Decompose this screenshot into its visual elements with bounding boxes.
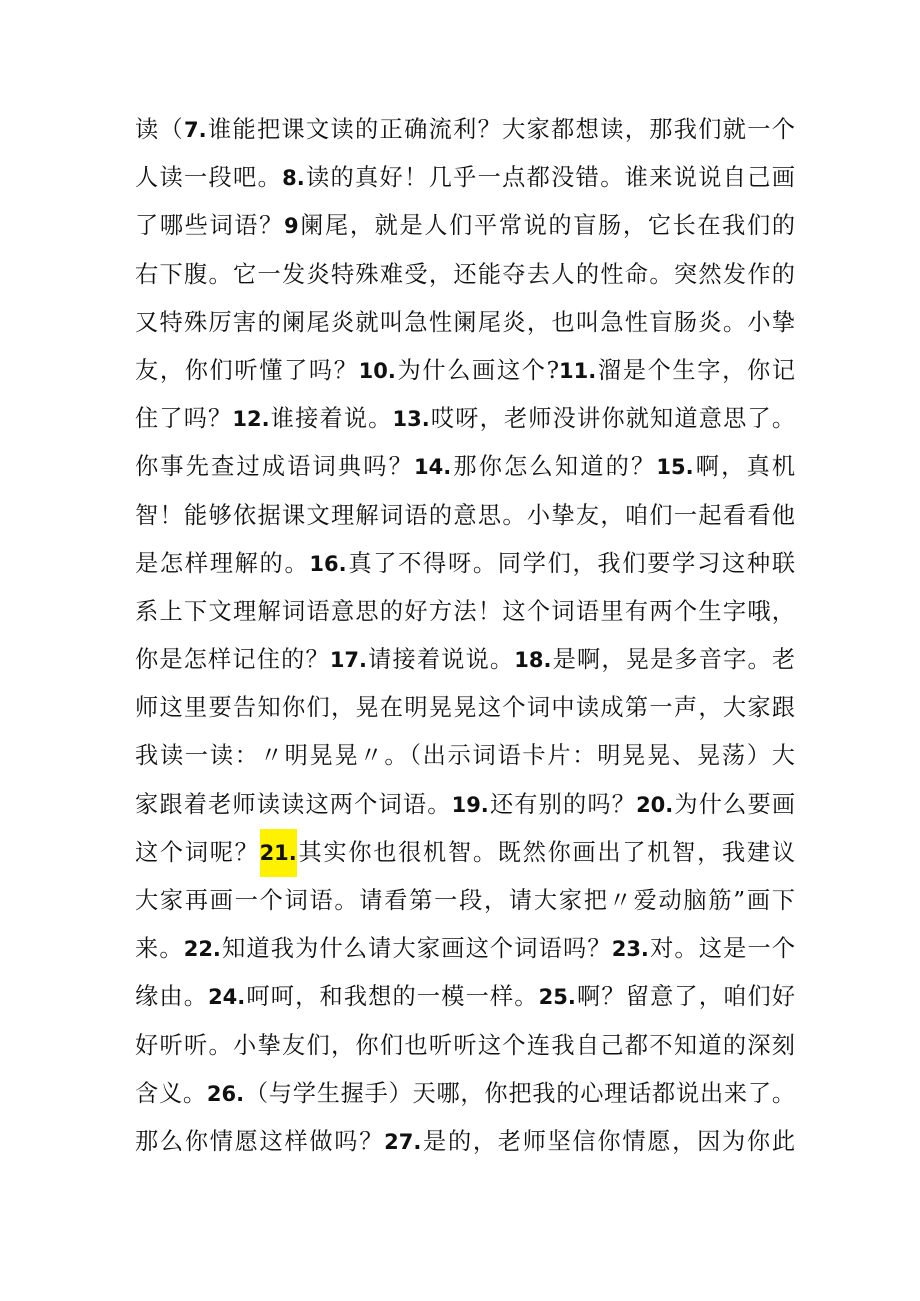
text-run: 读（	[135, 116, 185, 143]
text-run: 谁接着说。	[269, 405, 393, 433]
text-line	[135, 395, 795, 443]
item-number: 24.	[208, 985, 246, 1010]
text-line	[135, 1022, 795, 1070]
text-run: 友，你们听懂了吗？	[135, 356, 359, 384]
text-line	[135, 202, 795, 250]
item-number: 9	[283, 214, 299, 239]
text-line	[135, 636, 795, 684]
item-number: 20.	[636, 792, 674, 817]
item-number: 27.	[384, 1129, 422, 1154]
text-run: 啊，真机	[693, 453, 795, 481]
item-number: 17.	[329, 648, 368, 673]
text-run: 为什么要画	[673, 790, 795, 818]
item-number: 16.	[309, 551, 347, 576]
text-run: 右下腹。它一发炎特殊难受，还能夺去人的性命。突然发作的	[135, 260, 795, 288]
text-line	[135, 540, 795, 588]
item-number: 26.	[206, 1081, 245, 1106]
text-run: 是怎样理解的。	[135, 549, 310, 577]
text-run: 了哪些词语？	[135, 212, 284, 240]
item-number: 13.	[392, 407, 430, 432]
item-number: 15.	[656, 455, 694, 480]
text-run: 你事先查过成语词典吗？	[135, 453, 415, 481]
text-run: 大家再画一个词语。请看第一段，请大家把〃爱动脑筋”画下	[135, 887, 795, 914]
text-line	[135, 1070, 795, 1118]
document-body	[135, 106, 795, 1166]
text-run: 含义。	[135, 1079, 207, 1107]
text-run: 哎呀，老师没讲你就知道意思了。	[429, 405, 795, 433]
text-run: 这个词呢？	[135, 838, 260, 866]
item-number: 23.	[611, 937, 649, 962]
item-number: 11.	[559, 358, 597, 383]
text-run: 呵呵，和我想的一模一样。	[245, 983, 539, 1011]
item-number: 18.	[514, 648, 552, 673]
text-run: 请接着说说。	[367, 646, 515, 674]
text-line	[135, 154, 795, 202]
text-run: 你是怎样记住的？	[135, 646, 330, 674]
text-run: 还有别的吗？	[488, 790, 637, 818]
text-run: 对。这是一个	[648, 935, 795, 963]
item-number: 10.	[358, 358, 396, 383]
text-line	[135, 829, 795, 877]
text-run: 人读一段吧。	[135, 164, 283, 192]
text-run: 智！能够依据课文理解词语的意思。小挚友，咱们一起看看他	[135, 501, 795, 529]
text-run: 阑尾，就是人们平常说的盲肠，它长在我们的	[298, 212, 795, 240]
text-run: 其实你也很机智。既然你画出了机智，我建议	[296, 838, 795, 866]
text-run: （与学生握手）天哪，你把我的心理话都说出来了。	[244, 1079, 795, 1107]
text-line	[135, 106, 795, 154]
text-run: 又特殊厉害的阑尾炎就叫急性阑尾炎，也叫急性盲肠炎。小挚	[135, 308, 795, 336]
text-run: 是的，老师坚信你情愿，因为你此	[421, 1127, 795, 1155]
highlighted-item-number: 21.	[260, 829, 297, 877]
text-run: 那么你情愿这样做吗？	[135, 1127, 385, 1155]
text-run: 是啊，晃是多音字。老	[551, 646, 795, 674]
text-run: 为什么画这个?	[395, 356, 560, 384]
item-number: 8.	[282, 166, 305, 191]
item-number: 22.	[183, 937, 221, 962]
text-run: 来。	[135, 935, 184, 963]
text-line	[135, 299, 795, 347]
item-number: 12.	[232, 407, 270, 432]
text-run: 家跟着老师读读这两个词语。	[135, 790, 452, 818]
text-line	[135, 925, 795, 973]
item-number: 14.	[414, 455, 452, 480]
text-run: 好听听。小挚友们，你们也听听这个连我自己都不知道的深刻	[135, 1031, 795, 1059]
text-line	[135, 732, 795, 780]
text-run: 知道我为什么请大家画这个词语吗？	[220, 935, 612, 963]
text-run: 真了不得呀。同学们，我们要学习这种联	[346, 549, 795, 577]
text-run: 谁能把课文读的正确流利？大家都想读，那我们就一个	[206, 116, 795, 143]
text-line	[135, 1118, 795, 1166]
text-run: 溜是个生字，你记	[596, 356, 795, 384]
text-run: 缘由。	[135, 983, 209, 1011]
text-run: 读的真好！几乎一点都没错。谁来说说自己画	[304, 164, 795, 192]
item-number: 19.	[451, 792, 489, 817]
item-number: 25.	[538, 985, 576, 1010]
text-run: 师这里要告知你们，晃在明晃晃这个词中读成第一声，大家跟	[135, 694, 795, 722]
text-line	[135, 684, 795, 732]
text-line	[135, 588, 795, 636]
text-run: 住了吗？	[135, 405, 233, 433]
text-line	[135, 443, 795, 491]
text-run: 那你怎么知道的？	[451, 453, 657, 481]
text-line	[135, 973, 795, 1021]
text-line	[135, 781, 795, 829]
text-run: 啊？留意了，咱们好	[575, 983, 795, 1011]
item-number: 7.	[184, 118, 207, 142]
text-line	[135, 492, 795, 540]
text-run: 系上下文理解词语意思的好方法！这个词语里有两个生字哦，	[135, 597, 795, 625]
text-line	[135, 877, 795, 925]
text-line	[135, 347, 795, 395]
text-run: 我读一读：〃明晃晃〃。（出示词语卡片：明晃晃、晃荡）大	[135, 742, 795, 770]
text-line	[135, 251, 795, 299]
